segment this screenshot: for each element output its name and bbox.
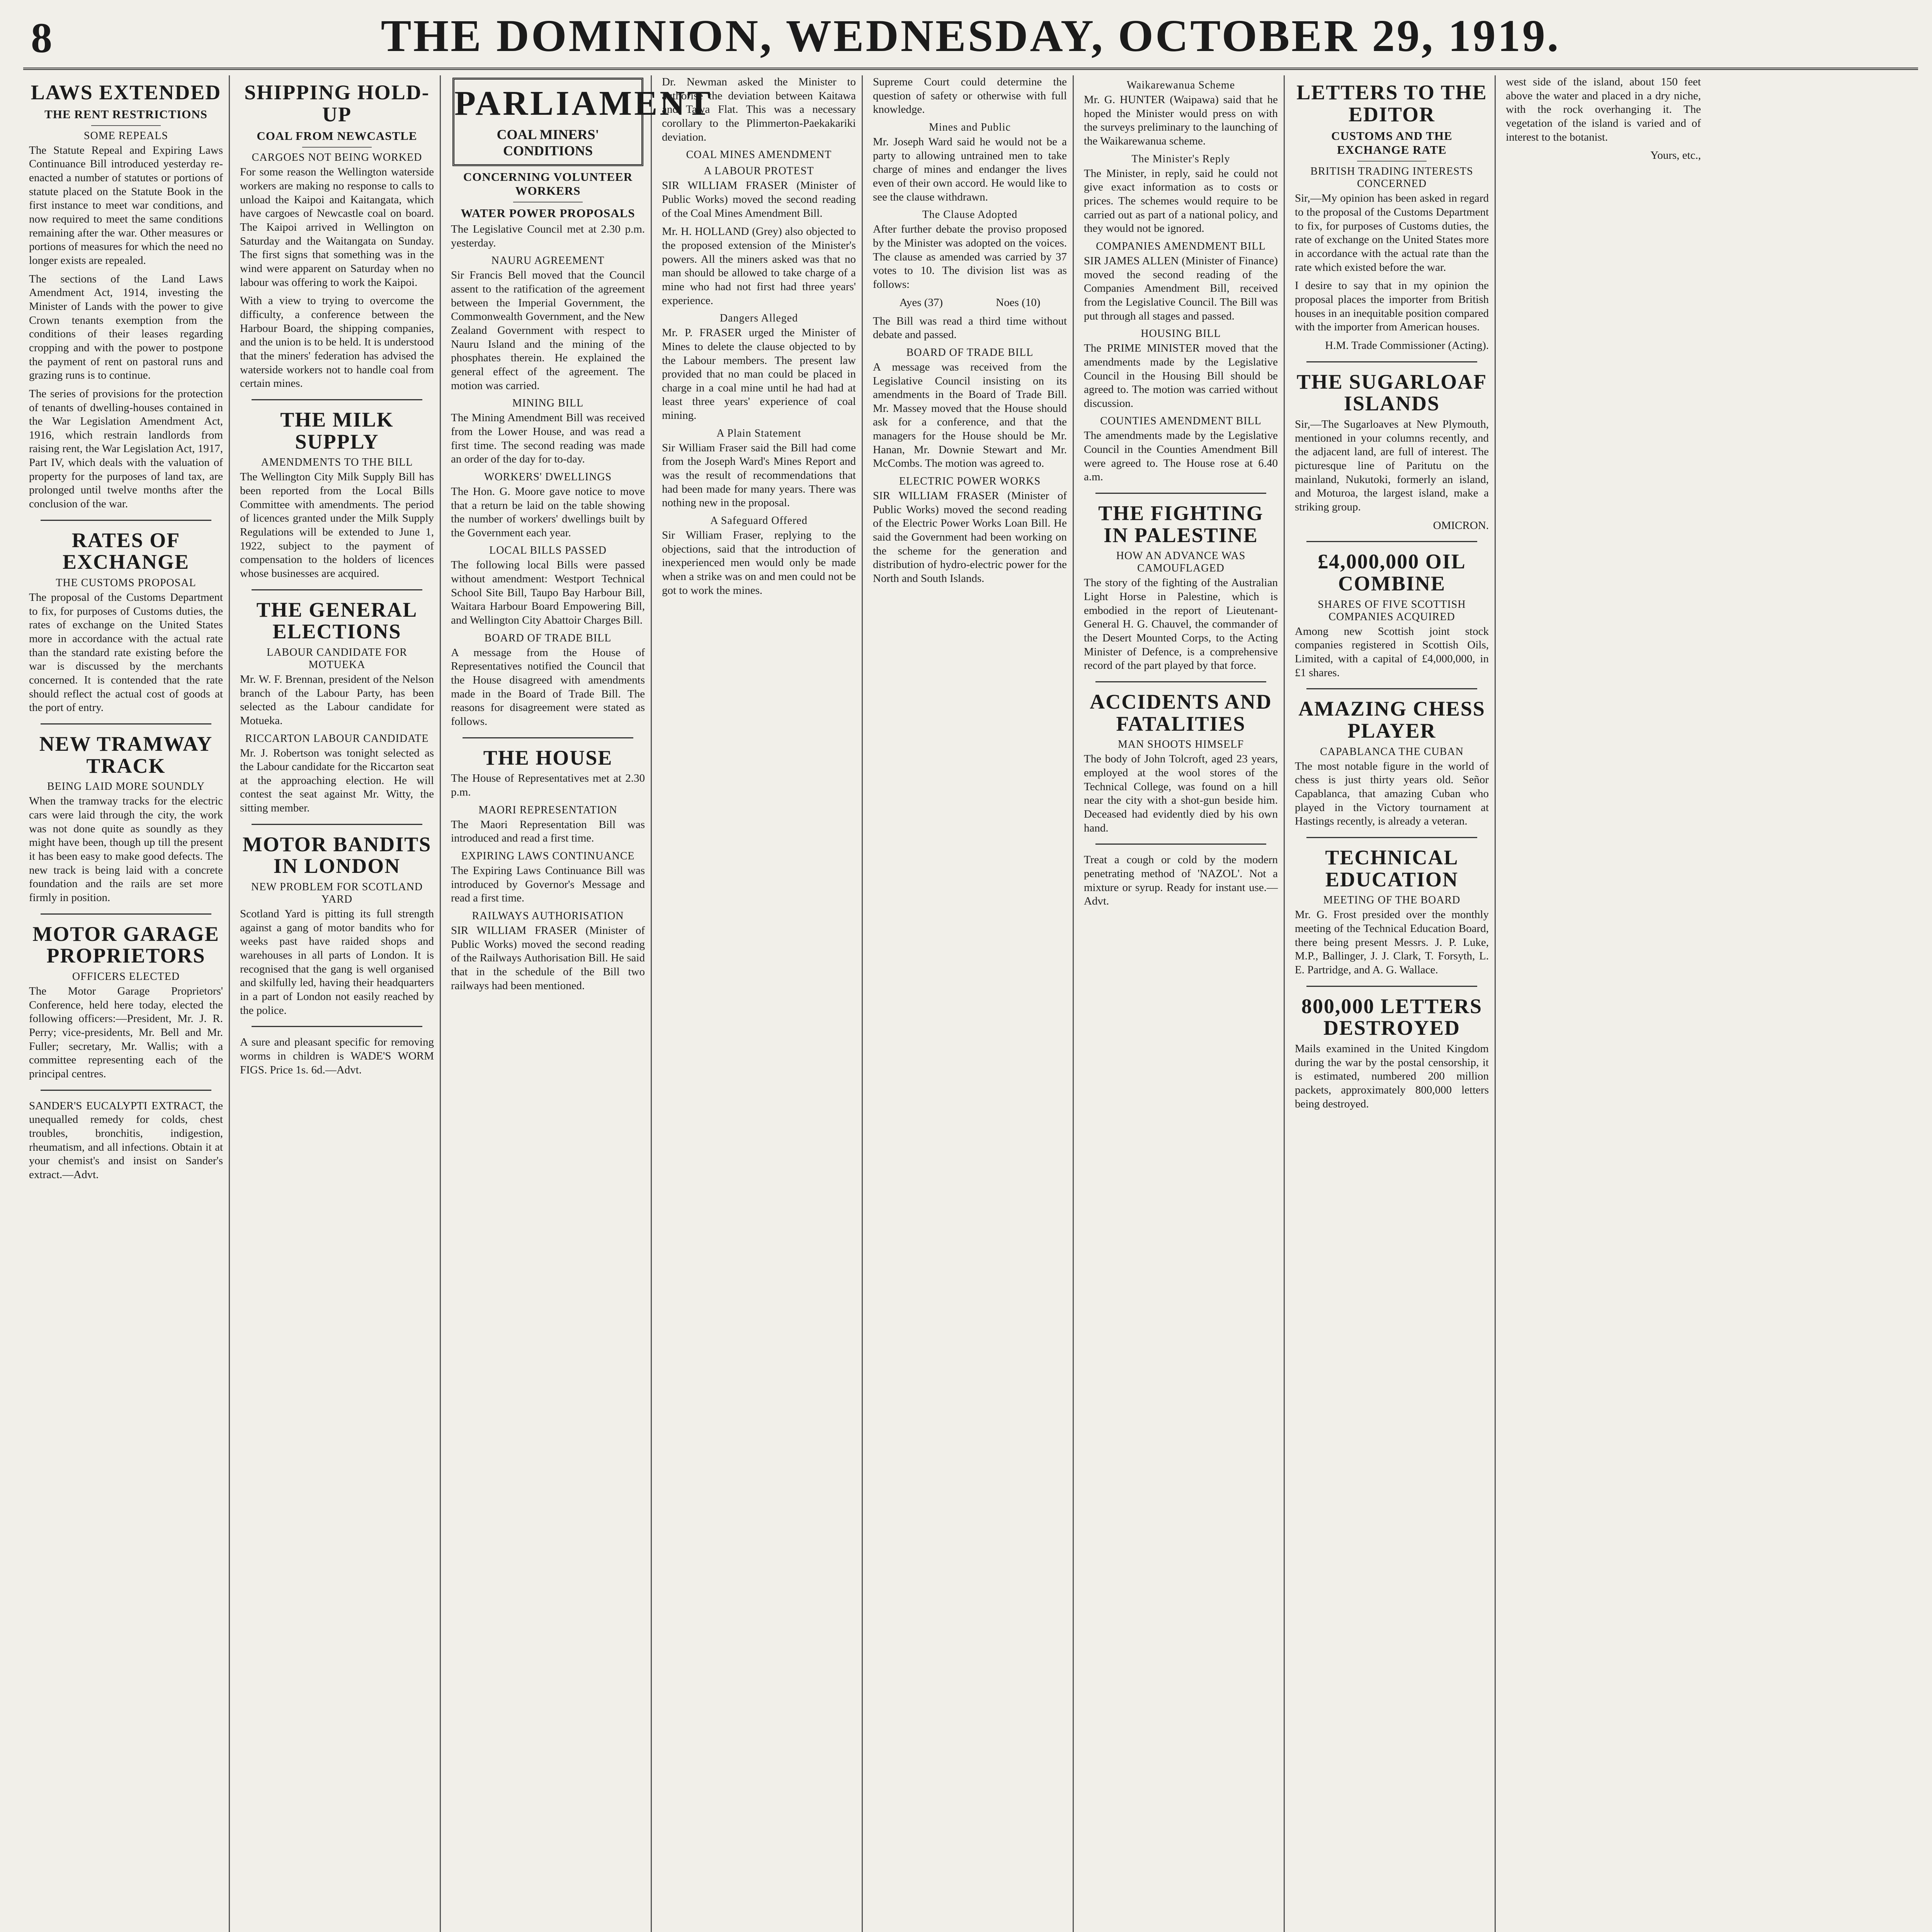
divider bbox=[1306, 986, 1477, 987]
column-4 bbox=[656, 75, 863, 1932]
columns bbox=[23, 75, 1918, 1932]
subhead: Mines and Public bbox=[929, 121, 1011, 133]
divider bbox=[1306, 688, 1477, 689]
divider bbox=[252, 824, 422, 825]
paragraph: The House of Representatives met at 2.30 p.m. bbox=[451, 772, 645, 799]
subhead: CARGOES NOT BEING WORKED bbox=[252, 151, 422, 164]
subhead: BOARD OF TRADE BILL bbox=[484, 632, 612, 644]
subhead: AMENDMENTS TO THE BILL bbox=[261, 456, 413, 469]
divider bbox=[1095, 493, 1266, 494]
paragraph: Mr. J. Robertson was tonight selected as the Labour candidate for the Riccarton seat at the approaching election. He will contest the seat against Mr. Witty, the sitting member. bbox=[240, 747, 434, 815]
headline-palestine: THE FIGHTING IN PALESTINE bbox=[1098, 502, 1264, 547]
subhead: WATER POWER PROPOSALS bbox=[461, 206, 635, 220]
paragraph: Mr. G. HUNTER (Waipawa) said that he hoped the Minister would press on with the surveys preliminary to the launching of the Waikarewanua scheme. bbox=[1084, 94, 1278, 147]
paragraph: A message from the House of Representatives notified the Council that the House disagreed with amendments made in the Board of Trade Bill. The reasons for disagreement were stated as follows. bbox=[451, 646, 645, 728]
paragraph: Sir William Fraser said the Bill had come from the Joseph Ward's Mines Report and was the result of recommendations that had been made for many years. There was nothing new in the proposal. bbox=[662, 441, 856, 509]
paragraph: After further debate the proviso proposed by the Minister was adopted on the voices. The clause as amended was carried by 37 votes to 10. The division list was as follows: bbox=[873, 223, 1067, 291]
subhead: A Plain Statement bbox=[716, 427, 801, 439]
subhead: Waikarewanua Scheme bbox=[1126, 79, 1235, 91]
divider bbox=[252, 589, 422, 590]
paragraph: Sir Francis Bell moved that the Council assent to the ratification of the agreement between the Imperial Government, the Commonwealth Government, and the New Zealand Government with respect to Nauru Island and the mining of the phosphates therein. He explained the general effect of the agreement. The motion was carried. bbox=[451, 269, 645, 392]
divider bbox=[1306, 541, 1477, 542]
subhead: LABOUR CANDIDATE FOR MOTUEKA bbox=[267, 646, 407, 671]
division-list bbox=[873, 296, 1067, 309]
subhead: CAPABLANCA THE CUBAN bbox=[1320, 745, 1464, 758]
paragraph: With a view to trying to overcome the difficulty, a conference between the Harbour Board, the shipping companies, and the union is to be held. It is understood that the miners' federation has advised the waterside workers not to handle coal from certain mines. bbox=[240, 294, 434, 390]
paragraph: The Hon. G. Moore gave notice to move that a return be laid on the table showing the number of workers' dwellings built by the Government each year. bbox=[451, 485, 645, 539]
paragraph: The Bill was read a third time without debate and passed. bbox=[873, 315, 1067, 341]
parliament-banner bbox=[452, 78, 713, 166]
headline-motor-bandits: MOTOR BANDITS IN LONDON bbox=[242, 832, 432, 878]
subhead: A LABOUR PROTEST bbox=[704, 165, 814, 177]
divider bbox=[41, 723, 211, 724]
subhead: CUSTOMS AND THE EXCHANGE RATE bbox=[1331, 129, 1452, 157]
subhead: ELECTRIC POWER WORKS bbox=[899, 475, 1041, 488]
headline-tramway: NEW TRAMWAY TRACK bbox=[39, 732, 213, 777]
headline-accidents: ACCIDENTS AND FATALITIES bbox=[1090, 690, 1272, 735]
subhead: The Minister's Reply bbox=[1131, 153, 1230, 165]
column-7 bbox=[1289, 75, 1496, 1932]
paragraph: Mr. H. HOLLAND (Grey) also objected to the proposed extension of the Minister's powers. All the miners asked was that no man should be allowed to take charge of a mine who had not first had three years' experience. bbox=[662, 225, 856, 307]
divider bbox=[91, 125, 161, 126]
divider bbox=[252, 1026, 422, 1027]
divider bbox=[1306, 837, 1477, 838]
subhead: A Safeguard Offered bbox=[710, 515, 808, 527]
paragraph: Mails examined in the United Kingdom during the war by the postal censorship, it is estimated, numbered 200 million packets, approximately 800,000 letters being destroyed. bbox=[1295, 1042, 1489, 1110]
parliament-subtitle: COAL MINERS' CONDITIONS bbox=[497, 127, 599, 158]
paragraph: SIR WILLIAM FRASER (Minister of Public Works) moved the second reading of the Electric Power Works Loan Bill. He said the Government had been working on the scheme for the generation and distribution of hydro-electric power for the North and South Islands. bbox=[873, 490, 1067, 585]
subhead: BRITISH TRADING INTERESTS CONCERNED bbox=[1310, 165, 1473, 190]
subhead: COMPANIES AMENDMENT BILL bbox=[1096, 240, 1266, 252]
paragraph: Dr. Newman asked the Minister to authorise the deviation between Kaitawa and Tawa Flat. This was a necessary corollary to the Plimmerton-Paekakariki deviation. bbox=[662, 76, 856, 143]
headline-laws-extended: LAWS EXTENDED bbox=[31, 81, 221, 104]
headline-technical-education: TECHNICAL EDUCATION bbox=[1325, 845, 1459, 891]
subhead: CONCERNING VOLUNTEER WORKERS bbox=[463, 170, 633, 197]
paragraph: The sections of the Land Laws Amendment Act, 1914, investing the Minister of Lands with the power to give Crown tenants exemption from the conditions of their leases regarding cropping and with the power to postpone the payment of rent on pastoral runs and grazing runs is to continue. bbox=[29, 272, 223, 382]
headline-chess: AMAZING CHESS PLAYER bbox=[1298, 697, 1485, 742]
divider bbox=[1095, 681, 1266, 682]
paragraph: The most notable figure in the world of chess is just thirty years old. Señor Capablanca, that amazing Cuban who played in the Victory tournament at Hastings recently, is already a veteran. bbox=[1295, 760, 1489, 828]
subhead: Dangers Alleged bbox=[719, 312, 798, 325]
headline-shipping-hold-up: SHIPPING HOLD-UP bbox=[244, 81, 430, 126]
divider bbox=[252, 399, 422, 400]
advertisement: SANDER'S EUCALYPTI EXTRACT, the unequalled remedy for colds, chest troubles, bronchitis, indigestion, rheumatism, and all infections. Obtain it at your chemist's and insist on Sander's extract.—Advt. bbox=[29, 1099, 223, 1181]
paragraph: Mr. W. F. Brennan, president of the Nelson branch of the Labour Party, has been selected as the Labour candidate for Motueka. bbox=[240, 673, 434, 727]
paragraph: SIR WILLIAM FRASER (Minister of Public Works) moved the second reading of the Railways Authorisation Bill. He said that in the schedule of the Bill two railways had been mentioned. bbox=[451, 924, 645, 992]
subhead: MINING BILL bbox=[512, 397, 584, 410]
subhead: BEING LAID MORE SOUNDLY bbox=[47, 781, 205, 793]
headline-motor-garage: MOTOR GARAGE PROPRIETORS bbox=[32, 922, 219, 968]
paragraph: SIR WILLIAM FRASER (Minister of Public Works) moved the second reading of the Coal Mines Amendment Bill. bbox=[662, 179, 856, 219]
column-1 bbox=[23, 75, 230, 1932]
page-number: 8 bbox=[31, 14, 52, 61]
paragraph: Mr. G. Frost presided over the monthly meeting of the Technical Education Board, there being present Messrs. J. P. Luke, M.P., Ballinger, J. J. Clark, T. Forsyth, L. E. Partridge, and A. G. Wallace. bbox=[1295, 908, 1489, 976]
paragraph: The following local Bills were passed without amendment: Westport Technical School Site Bill, Taupo Bay Harbour Bill, Waitara Harbour Board Empowering Bill, and Wellington City Abattoir Charges Bill. bbox=[451, 559, 645, 627]
newspaper-title: THE DOMINION, WEDNESDAY, OCTOBER 29, 1919. bbox=[381, 10, 1561, 61]
paragraph: The Motor Garage Proprietors' Conference, held here today, elected the following officers:—President, Mr. J. R. Perry; vice-presidents, Mr. Bell and Mr. Fuller; secretary, Mr. Wallis; with a committee representing each of the principal centres. bbox=[29, 985, 223, 1080]
paragraph: The body of John Tolcroft, aged 23 years, employed at the wool stores of the Technical College, was found on a hill near the city with a shot-gun beside him. Deceased had evidently died by his own hand. bbox=[1084, 753, 1278, 834]
advertisement: A sure and pleasant specific for removing worms in children is WADE'S WORM FIGS. Price 1s. 6d.—Advt. bbox=[240, 1036, 434, 1076]
subhead: THE CUSTOMS PROPOSAL bbox=[56, 577, 196, 589]
divider bbox=[41, 1090, 211, 1091]
headline-rates-of-exchange: RATES OF EXCHANGE bbox=[62, 528, 190, 574]
subhead: NEW PROBLEM FOR SCOTLAND YARD bbox=[251, 881, 423, 906]
subhead: LOCAL BILLS PASSED bbox=[489, 544, 607, 557]
division-ayes: Ayes (37) bbox=[899, 296, 943, 309]
headline-oil-combine: £4,000,000 OIL COMBINE bbox=[1318, 550, 1466, 595]
subhead: EXPIRING LAWS CONTINUANCE bbox=[461, 850, 635, 862]
subhead: BOARD OF TRADE BILL bbox=[906, 346, 1034, 359]
signature: H.M. Trade Commissioner (Acting). bbox=[1325, 339, 1489, 352]
subhead: COUNTIES AMENDMENT BILL bbox=[1100, 415, 1262, 427]
subhead: NAURU AGREEMENT bbox=[491, 255, 605, 267]
paragraph: A message was received from the Legislative Council insisting on its amendments in the Board of Trade Bill. Mr. Massey moved that the House should ask for a conference, and that the managers for the House should be Mr. Hanan, Mr. Downie Stewart and Mr. McCombs. The motion was agreed to. bbox=[873, 361, 1067, 470]
subhead: WORKERS' DWELLINGS bbox=[484, 471, 612, 483]
paragraph: The Mining Amendment Bill was received from the Lower House, and was read a first time. The second reading was made an order of the day for to-day. bbox=[451, 412, 645, 466]
divider bbox=[1306, 361, 1477, 362]
subhead: HOW AN ADVANCE WAS CAMOUFLAGED bbox=[1116, 550, 1246, 575]
paragraph: Mr. Joseph Ward said he would not be a party to allowing untrained men to take charge of mines and endanger the lives even of their own accord. He would like to see the clause withdrawn. bbox=[873, 135, 1067, 203]
paragraph: The amendments made by the Legislative Council in the Counties Amendment Bill were agreed to. The House rose at 6.40 a.m. bbox=[1084, 429, 1278, 483]
subhead: SOME REPEALS bbox=[83, 129, 168, 142]
signature: OMICRON. bbox=[1433, 519, 1489, 532]
paragraph: When the tramway tracks for the electric cars were laid through the city, the work was not done quite as soundly as they might have been, though up till the present it has been easy to make good defects. The new track is being laid with a concrete foundation and the rails are set more firmly in position. bbox=[29, 795, 223, 904]
parliament-title: PARLIAMENT bbox=[454, 84, 713, 122]
paragraph: Mr. P. FRASER urged the Minister of Mines to delete the clause objected to by the Labour members. The present law provided that no man could be placed in charge in a coal mine until he had had at least three years' experience of coal mining. bbox=[662, 327, 856, 422]
paragraph: The Wellington City Milk Supply Bill has been reported from the Local Bills Committee with amendments. The period of licences granted under the Milk Supply Regulations will be extended to June 1, 1922, subject to the payment of compensation to the holders of licences whose businesses are acquired. bbox=[240, 471, 434, 580]
divider bbox=[302, 147, 372, 148]
paragraph: The Legislative Council met at 2.30 p.m. yesterday. bbox=[451, 223, 645, 249]
paragraph: The series of provisions for the protection of tenants of dwelling-houses contained in the War Legislation Amendment Act, 1916, which restrain landlords from raising rent, the War Legislation Act, 1917, Part IV, which deals with the valuation of property for the purposes of land tax, are prolonged until twelve months after the conclusion of the war. bbox=[29, 387, 223, 510]
paragraph: I desire to say that in my opinion the proposal places the importer from British houses in an inequitable position compared with the importer from American houses. bbox=[1295, 279, 1489, 333]
headline-sugarloaf: THE SUGARLOAF ISLANDS bbox=[1296, 370, 1487, 415]
advertisement: Treat a cough or cold by the modern penetrating method of 'NAZOL'. Not a mixture or syrup. Ready for instant use.—Advt. bbox=[1084, 854, 1278, 908]
subhead: HOUSING BILL bbox=[1141, 328, 1221, 340]
column-3 bbox=[445, 75, 713, 1932]
signoff: Yours, etc., bbox=[1650, 149, 1701, 162]
subhead: SHARES OF FIVE SCOTTISH COMPANIES ACQUIRED bbox=[1318, 598, 1466, 623]
paragraph: The Minister, in reply, said he could not give exact information as to costs or prices. The schemes would require to be carried out as part of a national policy, and they would not be ignored. bbox=[1084, 167, 1278, 235]
headline-letters: LETTERS TO THE EDITOR bbox=[1296, 81, 1487, 126]
division-noes: Noes (10) bbox=[996, 296, 1041, 309]
subhead: COAL MINES AMENDMENT bbox=[686, 149, 832, 161]
paragraph: Among new Scottish joint stock companies registered in Scottish Oils, Limited, with a capital of £4,000,000, in £1 shares. bbox=[1295, 625, 1489, 679]
column-2 bbox=[234, 75, 441, 1932]
subhead: OFFICERS ELECTED bbox=[72, 971, 180, 983]
headline-the-house: THE HOUSE bbox=[483, 746, 613, 769]
paragraph: SIR JAMES ALLEN (Minister of Finance) moved the second reading of the Companies Amendment Bill, received from the Legislative Council. The Bill was put through all stages and passed. bbox=[1084, 254, 1278, 322]
masthead bbox=[23, 10, 1918, 70]
column-8 bbox=[1500, 75, 1707, 1932]
divider bbox=[463, 737, 633, 738]
paragraph: The PRIME MINISTER moved that the amendments made by the Legislative Council in the Housing Bill should be agreed to. The motion was carried without discussion. bbox=[1084, 342, 1278, 410]
subhead: MAN SHOOTS HIMSELF bbox=[1117, 738, 1244, 751]
paragraph: Scotland Yard is pitting its full strength against a gang of motor bandits who for weeks past have raided shops and warehouses in all parts of London. It is recognised that the gang is well organised and skilfully led, having their headquarters in a part of London not easily reached by the police. bbox=[240, 908, 434, 1017]
subhead: MEETING OF THE BOARD bbox=[1323, 894, 1461, 906]
divider bbox=[1095, 844, 1266, 845]
headline-milk-supply: THE MILK SUPPLY bbox=[280, 408, 394, 453]
subhead: COAL FROM NEWCASTLE bbox=[257, 129, 417, 143]
subhead: RICCARTON LABOUR CANDIDATE bbox=[245, 732, 429, 745]
paragraph: west side of the island, about 150 feet above the water and placed in a dry niche, with the rock overhanging it. The vegetation of the island is varied and of interest to the botanist. bbox=[1506, 76, 1701, 143]
subhead: The Clause Adopted bbox=[922, 209, 1018, 221]
headline-letters-destroyed: 800,000 LETTERS DESTROYED bbox=[1301, 994, 1483, 1040]
paragraph: The Maori Representation Bill was introduced and read a first time. bbox=[451, 818, 645, 845]
divider bbox=[1357, 161, 1427, 162]
paragraph: Sir,—The Sugarloaves at New Plymouth, mentioned in your columns recently, and the adjacent land, are full of interest. The picturesque line of Paritutu on the mainland, Nukutoki, formerly an island, and Moturoa, the largest island, make a striking group. bbox=[1295, 418, 1489, 513]
paragraph: Sir William Fraser, replying to the objections, said that the introduction of inexperienced men would only be made when a strike was on and men could not be got to work the mines. bbox=[662, 529, 856, 597]
divider bbox=[41, 913, 211, 915]
subhead: THE RENT RESTRICTIONS bbox=[44, 107, 207, 121]
paragraph: Sir,—My opinion has been asked in regard to the proposal of the Customs Department to fix, for purposes of Customs duties, the rate of exchange on the United States more in accordance with the actual rate than the rate which existed before the war. bbox=[1295, 192, 1489, 274]
paragraph: The Statute Repeal and Expiring Laws Continuance Bill introduced yesterday re-enacted a number of statutes or portions of statute placed on the Statute Book in the first instance to meet war conditions, and now required to meet the same conditions remaining after the war. Other measures or portions of measures for which the need no longer exists are repealed. bbox=[29, 144, 223, 267]
headline-general-elections: THE GENERAL ELECTIONS bbox=[256, 598, 418, 643]
paragraph: The Expiring Laws Continuance Bill was introduced by Governor's Message and read a first time. bbox=[451, 864, 645, 905]
paragraph: Supreme Court could determine the question of safety or otherwise with full knowledge. bbox=[873, 76, 1067, 116]
paragraph: The story of the fighting of the Australian Light Horse in Palestine, which is embodied in the report of Lieutenant-General H. G. Chauvel, the commander of the Desert Mounted Corps, to the Acting Minister of Defence, is a comprehensive record of the part played by that force. bbox=[1084, 577, 1278, 672]
column-6 bbox=[1078, 75, 1285, 1932]
paragraph: The proposal of the Customs Department to fix, for purposes of Customs duties, the rates of exchange on the United States more in accordance with the actual rate than the standard rate existing before the war is discussed by the merchants concerned. It is contended that the rate should reflect the actual cost of goods at the port of entry. bbox=[29, 591, 223, 714]
paragraph: For some reason the Wellington waterside workers are making no response to calls to unload the Kaipoi and Kaitangata, which have cargoes of Newcastle coal on board. The Kaipoi arrived in Wellington on Saturday and the Waitangata on Sunday. The first signs that something was in the wind were apparent on Saturday when no labour was offering to work the Kaipoi. bbox=[240, 166, 434, 289]
divider bbox=[41, 520, 211, 521]
column-5 bbox=[867, 75, 1074, 1932]
subhead: RAILWAYS AUTHORISATION bbox=[472, 910, 624, 922]
subhead: MAORI REPRESENTATION bbox=[478, 804, 617, 816]
